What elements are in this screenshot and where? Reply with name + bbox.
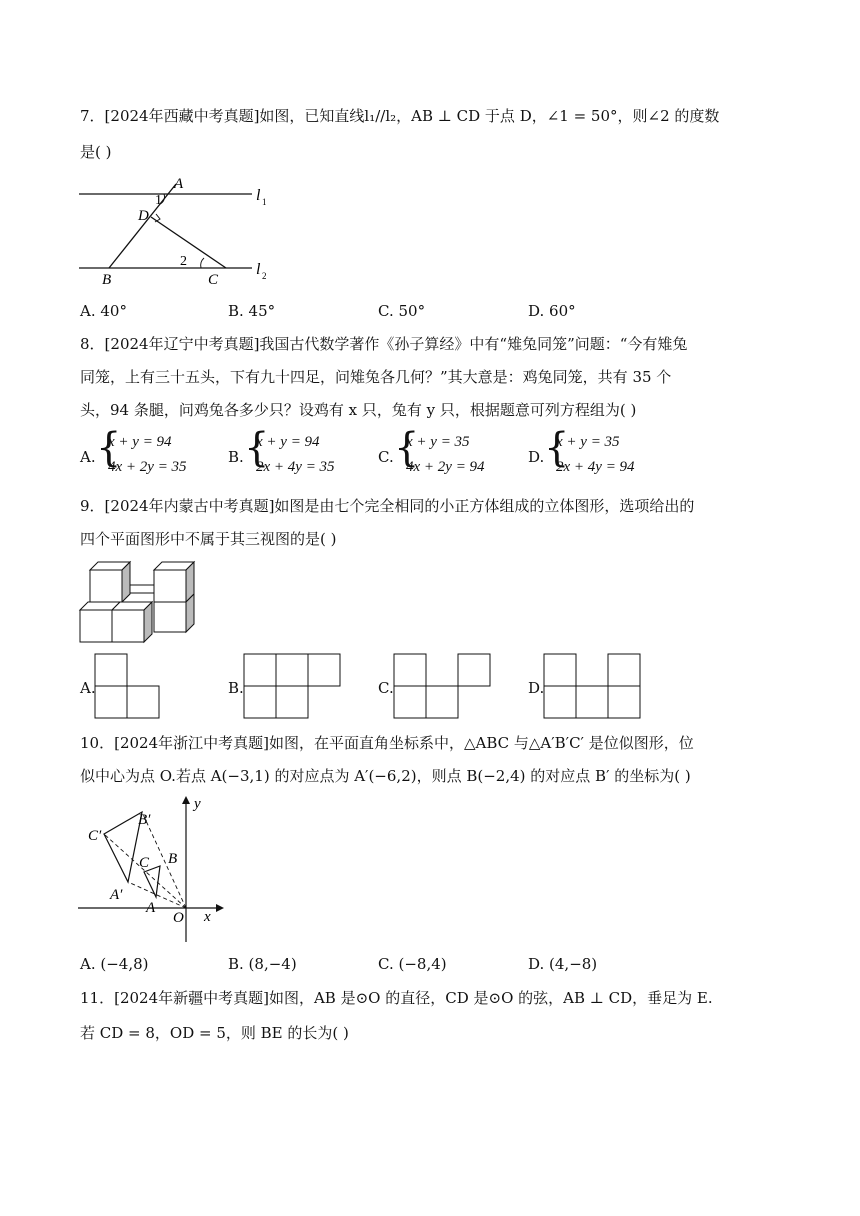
- q7-label-l2-sub: 2: [262, 271, 267, 281]
- q10-label-c1: C′: [88, 828, 102, 844]
- q8-stem-line2: 同笼，上有三十五头，下有九十四足，问雉兔各几何？”其大意是：鸡兔同笼，共有 35 个: [80, 368, 672, 386]
- q7-label-l1-sub: 1: [262, 197, 267, 207]
- q9-option-d-label[interactable]: D.: [528, 679, 545, 697]
- q7-stem-line2: 是( ): [80, 143, 112, 161]
- q7-label-c: C: [208, 272, 219, 288]
- q7-option-a[interactable]: A. 40°: [80, 302, 127, 320]
- q10-figure: [76, 796, 226, 946]
- q8-option-c-eq1: x + y = 35: [406, 434, 470, 450]
- q10-label-x: x: [204, 909, 211, 925]
- q7-label-l1: l: [256, 187, 261, 204]
- q11-stem-line1: 11．[2024年新疆中考真题]如图，AB 是⊙O 的直径，CD 是⊙O 的弦，AB ⊥ CD，垂足为 E.: [80, 989, 713, 1007]
- q10-label-y: y: [194, 796, 201, 812]
- q8-option-a-eq2: 4x + 2y = 35: [108, 459, 187, 475]
- q9-stem-line2: 四个平面图形中不属于其三视图的是( ): [80, 530, 337, 548]
- q10-label-o: O: [173, 910, 184, 926]
- q9-option-a-label[interactable]: A.: [80, 679, 96, 697]
- q7-figure: [76, 174, 276, 290]
- q10-option-b[interactable]: B. (8,−4): [228, 955, 297, 973]
- q8-option-b-eq2: 2x + 4y = 35: [256, 459, 335, 475]
- q8-option-d-eq2: 2x + 4y = 94: [556, 459, 635, 475]
- q10-label-b1: B′: [138, 812, 151, 828]
- q10-label-c: C: [139, 855, 150, 871]
- q9-option-c-label[interactable]: C.: [378, 679, 394, 697]
- q10-option-d[interactable]: D. (4,−8): [528, 955, 598, 973]
- q7-label-one: 1: [155, 193, 162, 208]
- q8-option-b-eq1: x + y = 94: [256, 434, 320, 450]
- q10-stem-line1: 10．[2024年浙江中考真题]如图，在平面直角坐标系中，△ABC 与△A′B′C′ 是位似图形，位: [80, 734, 694, 752]
- q9-cube-figure: [78, 560, 202, 644]
- q7-option-b[interactable]: B. 45°: [228, 302, 276, 320]
- q7-label-a: A: [174, 176, 184, 192]
- q8-option-a-eq1: x + y = 94: [108, 434, 172, 450]
- q11-stem-line2: 若 CD = 8，OD = 5，则 BE 的长为( ): [80, 1024, 349, 1042]
- q9-option-d-figure[interactable]: [543, 653, 641, 719]
- q7-option-d[interactable]: D. 60°: [528, 302, 576, 320]
- q7-option-c[interactable]: C. 50°: [378, 302, 426, 320]
- q10-label-a1: A′: [110, 887, 123, 903]
- q10-option-c[interactable]: C. (−8,4): [378, 955, 447, 973]
- q8-option-b-label: B.: [228, 448, 244, 466]
- q8-option-a-label: A.: [80, 448, 96, 466]
- q7-stem-line1: 7．[2024年西藏中考真题]如图，已知直线l₁//l₂，AB ⊥ CD 于点 D，∠1 = 50°，则∠2 的度数: [80, 107, 720, 125]
- q8-option-c-brace: {: [394, 425, 420, 471]
- q10-option-a[interactable]: A. (−4,8): [80, 955, 149, 973]
- q8-stem-line3: 头，94 条腿，问鸡兔各多少只？设鸡有 x 只，兔有 y 只，根据题意可列方程组为( ): [80, 401, 637, 419]
- q7-label-two: 2: [180, 254, 187, 269]
- q10-stem-line2: 似中心为点 O.若点 A(−3,1) 的对应点为 A′(−6,2)，则点 B(−2,4) 的对应点 B′ 的坐标为( ): [80, 767, 691, 785]
- q8-option-c-label: C.: [378, 448, 394, 466]
- q10-label-a: A: [146, 900, 156, 916]
- q9-option-c-figure[interactable]: [393, 653, 491, 719]
- q8-option-d-eq1: x + y = 35: [556, 434, 620, 450]
- q8-option-c-eq2: 4x + 2y = 94: [406, 459, 485, 475]
- q7-label-d: D: [138, 208, 149, 224]
- q8-option-b-brace: {: [244, 425, 270, 471]
- q9-option-b-label[interactable]: B.: [228, 679, 244, 697]
- q9-option-a-figure[interactable]: [94, 653, 160, 719]
- q10-label-b: B: [168, 851, 178, 867]
- q8-option-a-brace: {: [96, 425, 122, 471]
- q7-label-b: B: [102, 272, 112, 288]
- q8-option-d-label: D.: [528, 448, 545, 466]
- q7-label-l2: l: [256, 261, 261, 278]
- q8-option-d-brace: {: [544, 425, 570, 471]
- q8-stem-line1: 8．[2024年辽宁中考真题]我国古代数学著作《孙子算经》中有“雉兔同笼”问题：“今有雉兔: [80, 335, 688, 353]
- q9-stem-line1: 9．[2024年内蒙古中考真题]如图是由七个完全相同的小正方体组成的立体图形，选项给出的: [80, 497, 695, 515]
- q9-option-b-figure[interactable]: [243, 653, 341, 719]
